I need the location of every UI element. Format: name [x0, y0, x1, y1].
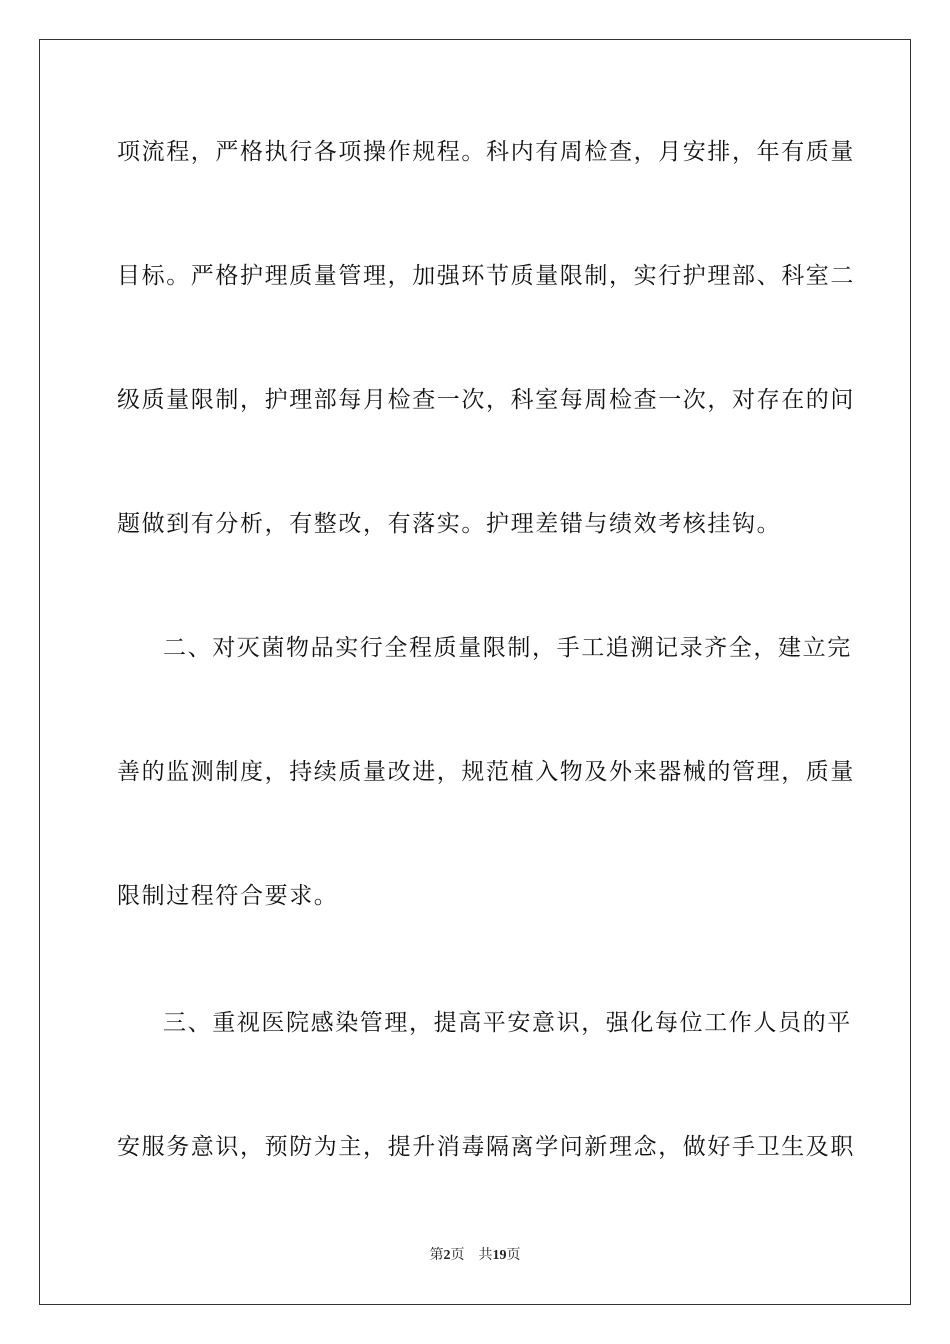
total-suffix: 页: [506, 1247, 521, 1263]
page-prefix: 第: [429, 1247, 444, 1263]
page-suffix: 页: [450, 1247, 465, 1263]
body-line-9: 安服务意识，预防为主，提升消毒隔离学问新理念，做好手卫生及职: [117, 1134, 855, 1160]
body-line-7: 限制过程符合要求。: [117, 883, 339, 909]
page-footer: [0, 1246, 950, 1265]
body-line-8: 三、重视医院感染管理，提高平安意识，强化每位工作人员的平: [163, 1010, 852, 1036]
page-border: [39, 39, 911, 1305]
body-line-1: 项流程，严格执行各项操作规程。科内有周检查，月安排，年有质量: [117, 139, 855, 165]
body-line-5: 二、对灭菌物品实行全程质量限制，手工追溯记录齐全，建立完: [163, 635, 852, 661]
body-line-4: 题做到有分析，有整改，有落实。护理差错与绩效考核挂钩。: [117, 511, 782, 537]
body-line-2: 目标。严格护理质量管理，加强环节质量限制，实行护理部、科室二: [117, 263, 855, 289]
body-line-6: 善的监测制度，持续质量改进，规范植入物及外来器械的管理，质量: [117, 759, 855, 785]
total-prefix: 共: [478, 1247, 493, 1263]
page-total: 19: [492, 1248, 507, 1263]
body-line-3: 级质量限制，护理部每月检查一次，科室每周检查一次，对存在的问: [117, 387, 855, 413]
page-current: 2: [443, 1248, 451, 1263]
